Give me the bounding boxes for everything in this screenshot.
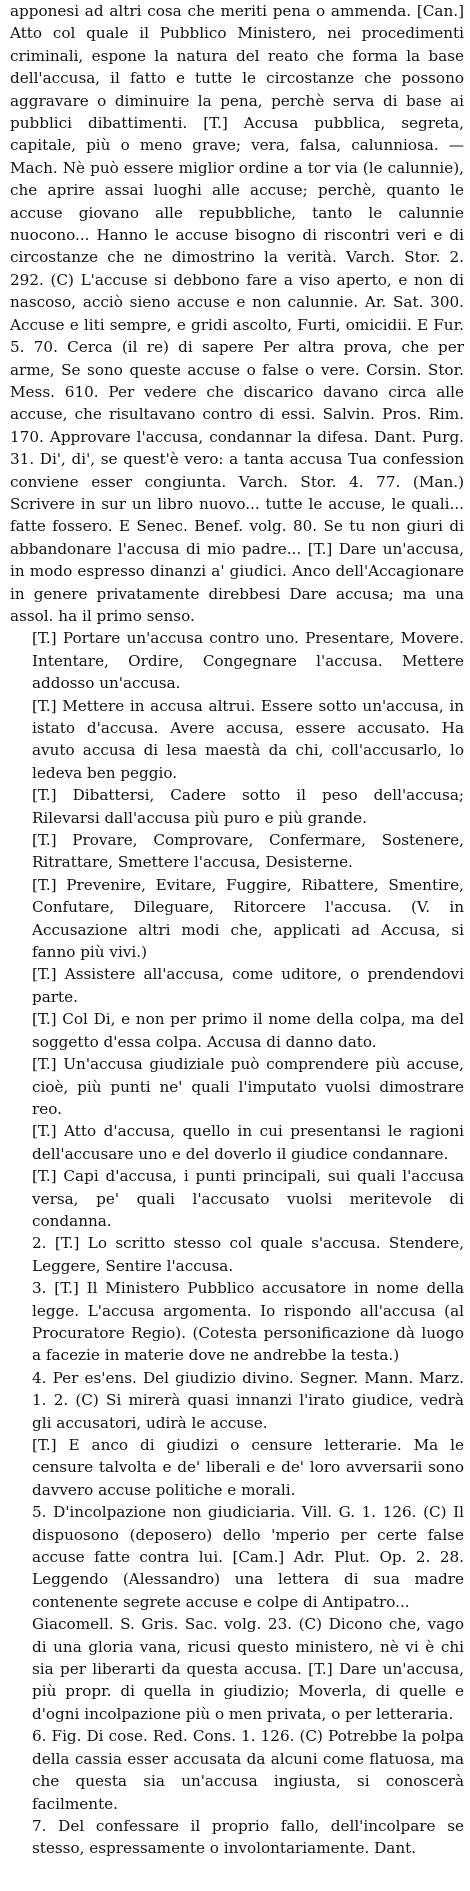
entry-sense-2: 2. [T.] Lo scritto stesso col quale s'accusa. Stendere, Leggere, Sentire l'accusa. <box>32 1234 464 1275</box>
dictionary-entry-accusa <box>10 0 464 1860</box>
entry-paragraph: [T.] Provare, Comprovare, Confermare, Sostenere, Ritrattare, Smettere l'accusa, Desisterne. <box>32 831 464 872</box>
entry-sense-7: 7. Del confessare il proprio fallo, dell'incolpare se stesso, espressamente o involontariamente. Dant. <box>32 1816 464 1858</box>
entry-paragraph: [T.] E anco di giudizi o censure letterarie. Ma le censure talvolta e de' liberali e de' loro avversarii sono davvero accuse politiche e morali. <box>32 1436 464 1499</box>
entry-paragraph: [T.] Prevenire, Evitare, Fuggire, Ribattere, Smentire, Confutare, Dileguare, Ritorcere l'accusa. (V. in Accusazione altri modi che, applicati ad Accusa, si fanno più vivi.) <box>32 875 464 962</box>
entry-sense-3: 3. [T.] Il Ministero Pubblico accusatore in nome della legge. L'accusa argomenta. Io rispondo all'accusa (al Procuratore Regio). (Cotesta personificazione dà luogo a facezie in materie dove ne andrebbe la testa.) <box>32 1279 464 1365</box>
entry-sense-5: 5. D'incolpazione non giudiciaria. Vill. G. 1. 126. (C) Il dispuosono (deposero) dello 'mperio per certe false accuse fatte contra lui. [Cam.] Adr. Plut. Op. 2. 28. Leggendo (Alessandro) una lettera di sua madre contenente segrete accuse e colpe di Antipatro... <box>32 1503 464 1611</box>
entry-paragraph: [T.] Assistere all'accusa, come uditore, o prendendovi parte. <box>32 965 464 1006</box>
entry-paragraph: Giacomell. S. Gris. Sac. volg. 23. (C) Dicono che, vago di una gloria vana, ricusi questo ministero, nè vi è chi sia per liberarti da questa accusa. [T.] Dare un'accusa, più propr. di quella in giudizio; Moverla, di quelle e d'ogni incolpazione più o men privata, o per letteraria. <box>32 1615 464 1723</box>
entry-paragraph: [T.] Capi d'accusa, i punti principali, sui quali l'accusa versa, pe' quali l'accusato vuolsi meritevole di condanna. <box>32 1167 464 1230</box>
entry-paragraph: [T.] Un'accusa giudiziale può comprendere più accuse, cioè, più punti ne' quali l'imputato vuolsi dimostrare reo. <box>32 1055 464 1118</box>
entry-paragraph: [T.] Dibattersi, Cadere sotto il peso dell'accusa; Rilevarsi dall'accusa più puro e più grande. <box>32 786 464 827</box>
entry-sense-4: 4. Per es'ens. Del giudizio divino. Segner. Mann. Marz. 1. 2. (C) Si mirerà quasi innanzi l'irato giudice, vedrà gli accusatori, udirà le accuse. <box>32 1368 464 1432</box>
entry-paragraph: [T.] Mettere in accusa altrui. Essere sotto un'accusa, in istato d'accusa. Avere accusa, essere accusato. Ha avuto accusa di lesa maestà da chi, coll'accusarlo, lo ledeva ben peggio. <box>32 696 464 782</box>
entry-paragraph: [T.] Atto d'accusa, quello in cui presentansi le ragioni dell'accusare uno e del doverlo il giudice condannare. <box>32 1122 464 1163</box>
entry-paragraph: [T.] Col Di, e non per primo il nome della colpa, ma del soggetto d'essa colpa. Accusa di danno dato. <box>32 1010 464 1051</box>
entry-paragraph: apponesi ad altri cosa che meriti pena o ammenda. [Can.] Atto col quale il Pubblico Ministero, nei procedimenti criminali, espone la natura del reato che forma la base dell'accusa, il fatto e tutte le circostanze che possono aggravare o diminuire la pena, perchè serva di base ai pubblici dibattimenti. [T.] Accusa pubblica, segreta, capitale, più o meno grave; vera, falsa, calunniosa. — Mach. Nè può essere miglior ordine a tor via (le calunnie), che aprire assai luoghi alle accuse; perchè, quanto le accuse giovano alle repubbliche, tanto le calunnie nuocono... Hanno le accuse bisogno di riscontri veri e di circostanze che ne dimostrino la verità. Varch. Stor. 2. 292. (C) L'accuse si debbono fare a viso aperto, e non di nascoso, acciò sieno accuse e non calunnie. Ar. Sat. 300. Accuse e liti sempre, e gridi ascolto, Furti, omicidii. E Fur. 5. 70. Cerca (il re) di sapere Per altra prova, che per arme, Se sono queste accuse o false o vere. Corsin. Stor. Mess. 610. Per vedere che discarico davano circa alle accuse, che risultavano contro di essi. Salvin. Pros. Rim. 170. Approvare l'accusa, condannar la difesa. Dant. Purg. 31. Di', di', se quest'è vero: a tanta accusa Tua confession conviene esser congiunta. Varch. Stor. 4. 77. (Man.) Scrivere in sur un libro nuovo... tutte le accuse, le quali... fatte fossero. E Senec. Benef. volg. 80. Se tu non giuri di abbandonare l'accusa di mio padre... [T.] Dare un'accusa, in modo espresso dinanzi a' giudici. Anco dell'Accagionare in genere privatamente direbbesi Dare accusa; ma una assol. ha il primo senso. <box>10 2 464 625</box>
entry-paragraph: [T.] Portare un'accusa contro uno. Presentare, Movere. Intentare, Ordire, Congegnare l'accusa. Mettere addosso un'accusa. <box>32 629 464 693</box>
entry-sense-6: 6. Fig. Di cose. Red. Cons. 1. 126. (C) Potrebbe la polpa della cassia esser accusata da alcuni come flatuosa, ma che questa sia un'accusa ingiusta, si conoscerà facilmente. <box>32 1727 464 1813</box>
